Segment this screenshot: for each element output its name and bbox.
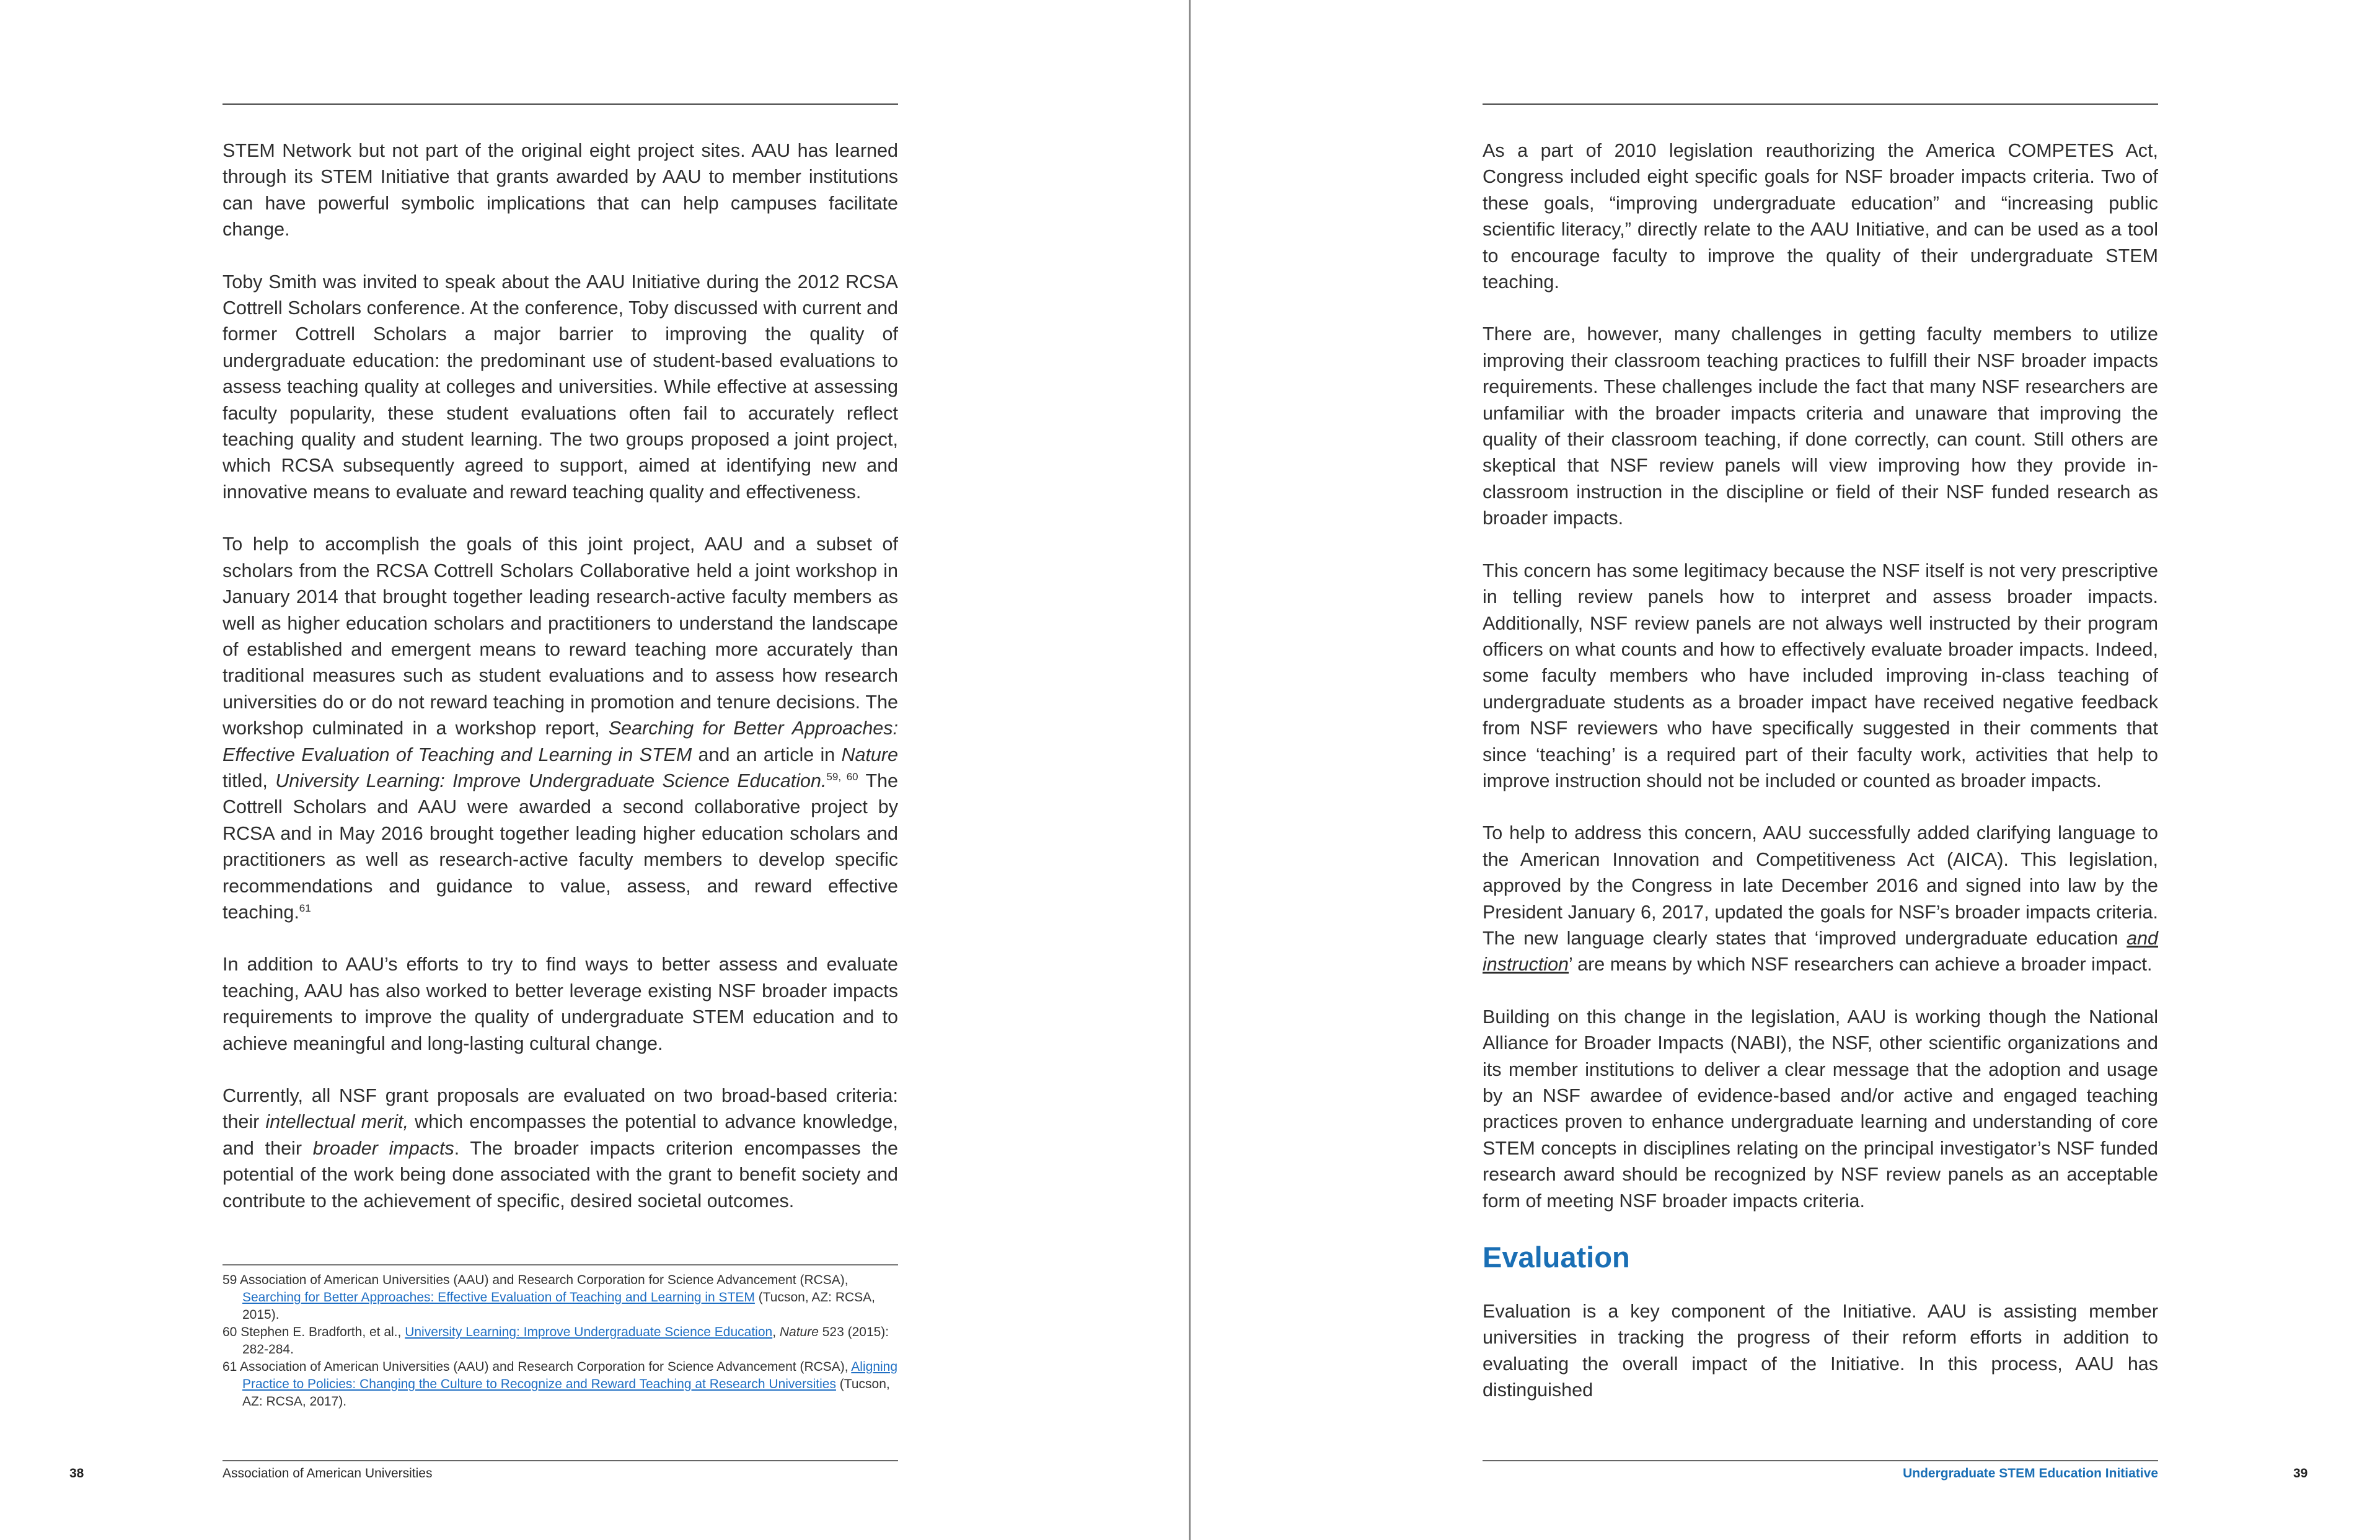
right-page-body [1483,138,2158,1430]
text-run: and an article in [692,744,842,765]
footnote-entry [223,1272,898,1324]
page-number-right: 39 [2293,1466,2308,1481]
text-run: 523 (2015): 282-284. [242,1325,889,1357]
citation-link[interactable]: University Learning: Improve Undergraduate Science Education [405,1325,773,1339]
body-paragraph [1483,558,2158,794]
text-run: Nature [841,744,898,765]
body-paragraph [1483,138,2158,295]
footnote-entry [223,1324,898,1358]
running-footer-right: Undergraduate STEM Education Initiative [1903,1466,2158,1481]
text-run: University Learning: Improve Undergraduate Science Education. [275,770,827,791]
text-run: The Cottrell Scholars and AAU were awarded a second collaborative project by RCSA and in May 2016 brought together leading higher education scholars and practitioners as well as research-active faculty members to develop specific recommendations and guidance to value, assess, and reward effective teaching. [223,770,899,923]
body-paragraph [223,951,898,1057]
text-run: Toby Smith was invited to speak about the AAU Initiative during the 2012 RCSA Cottrell Scholars conference. At the conference, Toby discussed with current and former Cottrell Scholars a major barrier to improving the quality of undergraduate education: the predominant use of student-based evaluations to assess teaching quality at colleges and universities. While effective at assessing faculty popularity, these student evaluations often fail to accurately reflect teaching quality and student learning. The two groups proposed a joint project, which RCSA subsequently agreed to support, aimed at identifying new and innovative means to evaluate and reward teaching quality and effectiveness. [223,271,898,503]
body-paragraph [223,138,898,243]
body-paragraph [223,1083,898,1214]
text-run: (Tucson, AZ: RCSA, 2015). [242,1290,876,1322]
footnotes [223,1264,898,1410]
left-page-body [223,138,898,1240]
body-paragraph [1483,1004,2158,1214]
body-paragraph [1483,1298,2158,1404]
text-run: 61 Association of American Universities (AAU) and Research Corporation for Science Advancement (RCSA), [223,1360,852,1374]
text-run: There are, however, many challenges in getting faculty members to utilize improving their classroom teaching practices to fulfill their NSF broader impacts requirements. These challenges include the fact that many NSF researchers are unfamiliar with the broader impacts criteria and unaware that improving the quality of their classroom teaching, if done correctly, can count. Still others are skeptical that NSF review panels will view improving how they provide in-classroom instruction in the discipline or field of their NSF funded research as broader impacts. [1483,323,2158,529]
text-run: As a part of 2010 legislation reauthorizing the America COMPETES Act, Congress included eight specific goals for NSF broader impacts criteria. Two of these goals, “improving undergraduate education” and “increasing public scientific literacy,” directly relate to the AAU Initiative, and can be used as a tool to encourage faculty to improve the quality of their undergraduate STEM teaching. [1483,140,2158,293]
page-number-left: 38 [69,1466,84,1481]
footnote-reference: 61 [299,902,311,914]
body-paragraph [223,531,898,925]
body-paragraph [223,269,898,506]
right-footer-rule [1483,1460,2158,1461]
text-run: This concern has some legitimacy because the NSF itself is not very prescriptive in telling review panels how to interpret and assess broader impacts. Additionally, NSF review panels are not always well instructed by their program officers on what counts and how to effectively evaluate broader impacts. Indeed, some faculty members who have included improving in-class teaching of undergraduate students as a broader impact have received negative feedback from NSF reviewers who have specifically suggested in their comments that since ‘teaching’ is a required part of their faculty work, activities that help to improve instruction should not be included or counted as broader impacts. [1483,560,2158,791]
right-body-after-heading [1483,1298,2158,1404]
text-run: Building on this change in the legislation, AAU is working though the National Alliance for Broader Impacts (NABI), the NSF, other scientific organizations and its member institutions to deliver a clear message that the adoption and usage by an NSF awardee of evidence-based and/or active and engaged teaching practices proven to enhance undergraduate learning and understanding of core STEM concepts in disciplines relating on the principal investigator’s NSF funded research award should be recognized by NSF review panels as an acceptable form of meeting NSF broader impacts criteria. [1483,1006,2158,1212]
text-run: Evaluation is a key component of the Initiative. AAU is assisting member universities in tracking the progress of their reform efforts in addition to evaluating the overall impact of the Initiative. In this process, AAU has distinguished [1483,1301,2158,1401]
text-run: intellectual merit, [265,1111,409,1133]
right-body-paragraphs [1483,138,2158,1214]
text-run: , [772,1325,780,1339]
text-run: Nature [779,1325,819,1339]
text-run: Searching for Better Approaches: Effective Evaluation of Teaching and Learning in STEM [223,718,898,765]
text-run: . The broader impacts criterion encompasses the potential of the work being done associated with the grant to benefit society and contribute to the achievement of specific, desired societal outcomes. [223,1137,898,1212]
body-paragraph [1483,820,2158,977]
text-run: 59 Association of American Universities (AAU) and Research Corporation for Science Advancement (RCSA), [223,1273,848,1287]
text-run: and instruction [1483,927,2158,975]
spread-divider [1189,0,1191,1540]
text-run: which encompasses the potential to advance knowledge, and their [223,1111,898,1159]
text-run: To help to accomplish the goals of this joint project, AAU and a subset of scholars from the RCSA Cottrell Scholars Collaborative held a joint workshop in January 2014 that brought together leading research-active faculty members as well as higher education scholars and practitioners to understand the landscape of established and emergent means to reward teaching more accurately than traditional measures such as student evaluations and to assess how research universities do or do not reward teaching in promotion and tenure decisions. The workshop culminated in a workshop report, [223,534,898,739]
footnote-reference: 59, 60 [826,770,858,783]
body-paragraph [1483,321,2158,531]
text-run: In addition to AAU’s efforts to try to find ways to better assess and evaluate teaching, AAU has also worked to better leverage existing NSF broader impacts requirements to improve the quality of undergraduate STEM education and to achieve meaningful and long-lasting cultural change. [223,954,898,1054]
text-run: (Tucson, AZ: RCSA, 2017). [242,1377,890,1409]
text-run: To help to address this concern, AAU successfully added clarifying language to the American Innovation and Competitiveness Act (AICA). This legislation, approved by the Congress in late December 2016 and signed into law by the President January 6, 2017, updated the goals for NSF’s broader impacts criteria. The new language clearly states that ‘improved undergraduate education [1483,822,2158,949]
text-run: titled, [223,770,276,791]
citation-link[interactable]: Aligning Practice to Policies: Changing the Culture to Recognize and Reward Teaching at Research Universities [242,1360,898,1391]
left-footer-rule [223,1460,898,1461]
text-run: 60 Stephen E. Bradforth, et al., [223,1325,405,1339]
left-header-rule [223,103,898,105]
right-header-rule [1483,103,2158,105]
text-run: STEM Network but not part of the original eight project sites. AAU has learned through its STEM Initiative that grants awarded by AAU to member institutions can have powerful symbolic implications that can help campuses facilitate change. [223,140,898,240]
running-footer-left: Association of American Universities [223,1466,433,1481]
text-run: Currently, all NSF grant proposals are evaluated on two broad-based criteria: their [223,1085,898,1133]
citation-link[interactable]: Searching for Better Approaches: Effective Evaluation of Teaching and Learning in STEM [242,1290,755,1305]
footnote-entry [223,1358,898,1410]
text-run: broader impacts [312,1137,454,1159]
text-run: ’ are means by which NSF researchers can achieve a broader impact. [1569,954,2153,975]
section-heading-evaluation: Evaluation [1483,1241,1630,1274]
